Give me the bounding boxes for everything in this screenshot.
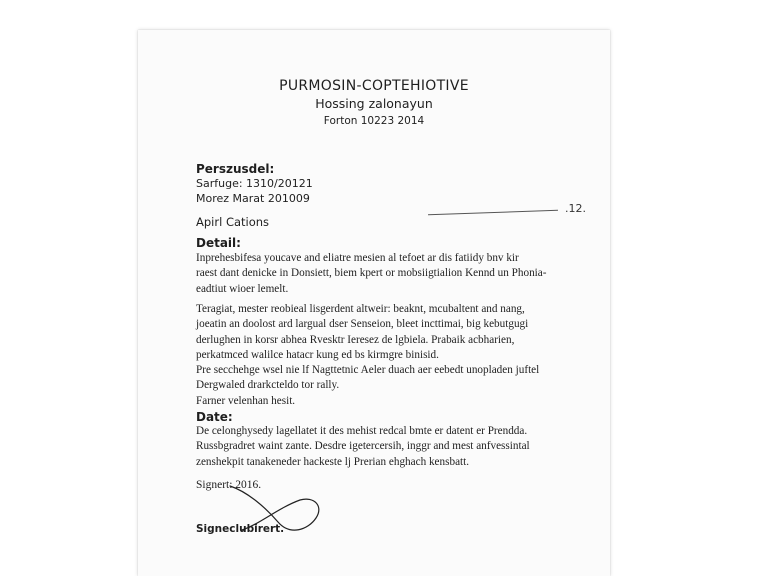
text-line: Teragiat, mester reobieal lisgerdent altweir: beaknt, mcubaltent and nang, xyxy=(196,303,525,315)
signer-label: Signeclubirert. xyxy=(196,523,285,535)
personal-section-label: Perszusdel: xyxy=(196,162,275,176)
text-line: zenshekpit tanakeneder hackeste lj Prerian ehghach kensbatt. xyxy=(196,455,470,468)
text-line: Dergwaled drarkcteldo tor rally. xyxy=(196,379,340,392)
detail-section-label: Detail: xyxy=(196,236,241,250)
personal-line-1: Sarfuge: 1310/20121 xyxy=(196,177,313,190)
text-line: derlughen in korsr abhea Rvesktr Ieresez de lgbiela. Prabaik acbharien, xyxy=(196,333,515,346)
text-line: Pre secchehge wsel nie lf Nagttetnic Aeler duach aer eebedt unopladen juftel xyxy=(196,364,540,376)
text-line: eadtiut wioer lemelt. xyxy=(196,282,289,295)
text-line: joeatin an doolost ard largual dser Senseion, bleet incttimai, big kebutgugi xyxy=(196,318,529,331)
signed-line: Signert: 2016. xyxy=(196,479,262,491)
document-title: PURMOSIN-COPTEHIOTIVE xyxy=(279,78,469,94)
document-date-line: Forton 10223 2014 xyxy=(323,115,425,127)
text-line: Farner velenhan hesit. xyxy=(196,394,296,407)
detail-paragraph-2 xyxy=(196,302,568,364)
margin-pen-stroke xyxy=(428,210,558,216)
text-line: raest dant denicke in Donsiett, biem kpert or mobsiigtialion Kennd un Phonia- xyxy=(196,267,547,280)
margin-handwritten-note: .12. xyxy=(565,202,586,215)
text-line: Russbgradret waint zante. Desdre igetercersih, inggr and mest anfvessintal xyxy=(196,440,530,453)
date-paragraph xyxy=(196,424,568,470)
text-line: De celonghysedy lagellatet it des mehist redcal bmte er datent er Prendda. xyxy=(196,425,528,437)
document-subtitle: Hossing zalonayun xyxy=(315,96,433,111)
applications-section-label: Apirl Cations xyxy=(196,215,270,229)
document-page xyxy=(138,30,610,576)
date-section-label: Date: xyxy=(196,410,233,424)
detail-paragraph-1 xyxy=(196,251,568,297)
text-line: Inprehesbifesa youcave and eliatre mesien al tefoet ar dis fatiidy bnv kir xyxy=(196,252,519,264)
personal-line-2: Morez Marat 201009 xyxy=(196,192,310,205)
detail-paragraph-3 xyxy=(196,363,568,409)
text-line: perkatmced walilce hatacr kung ed bs kirmgre binisid. xyxy=(196,349,439,362)
